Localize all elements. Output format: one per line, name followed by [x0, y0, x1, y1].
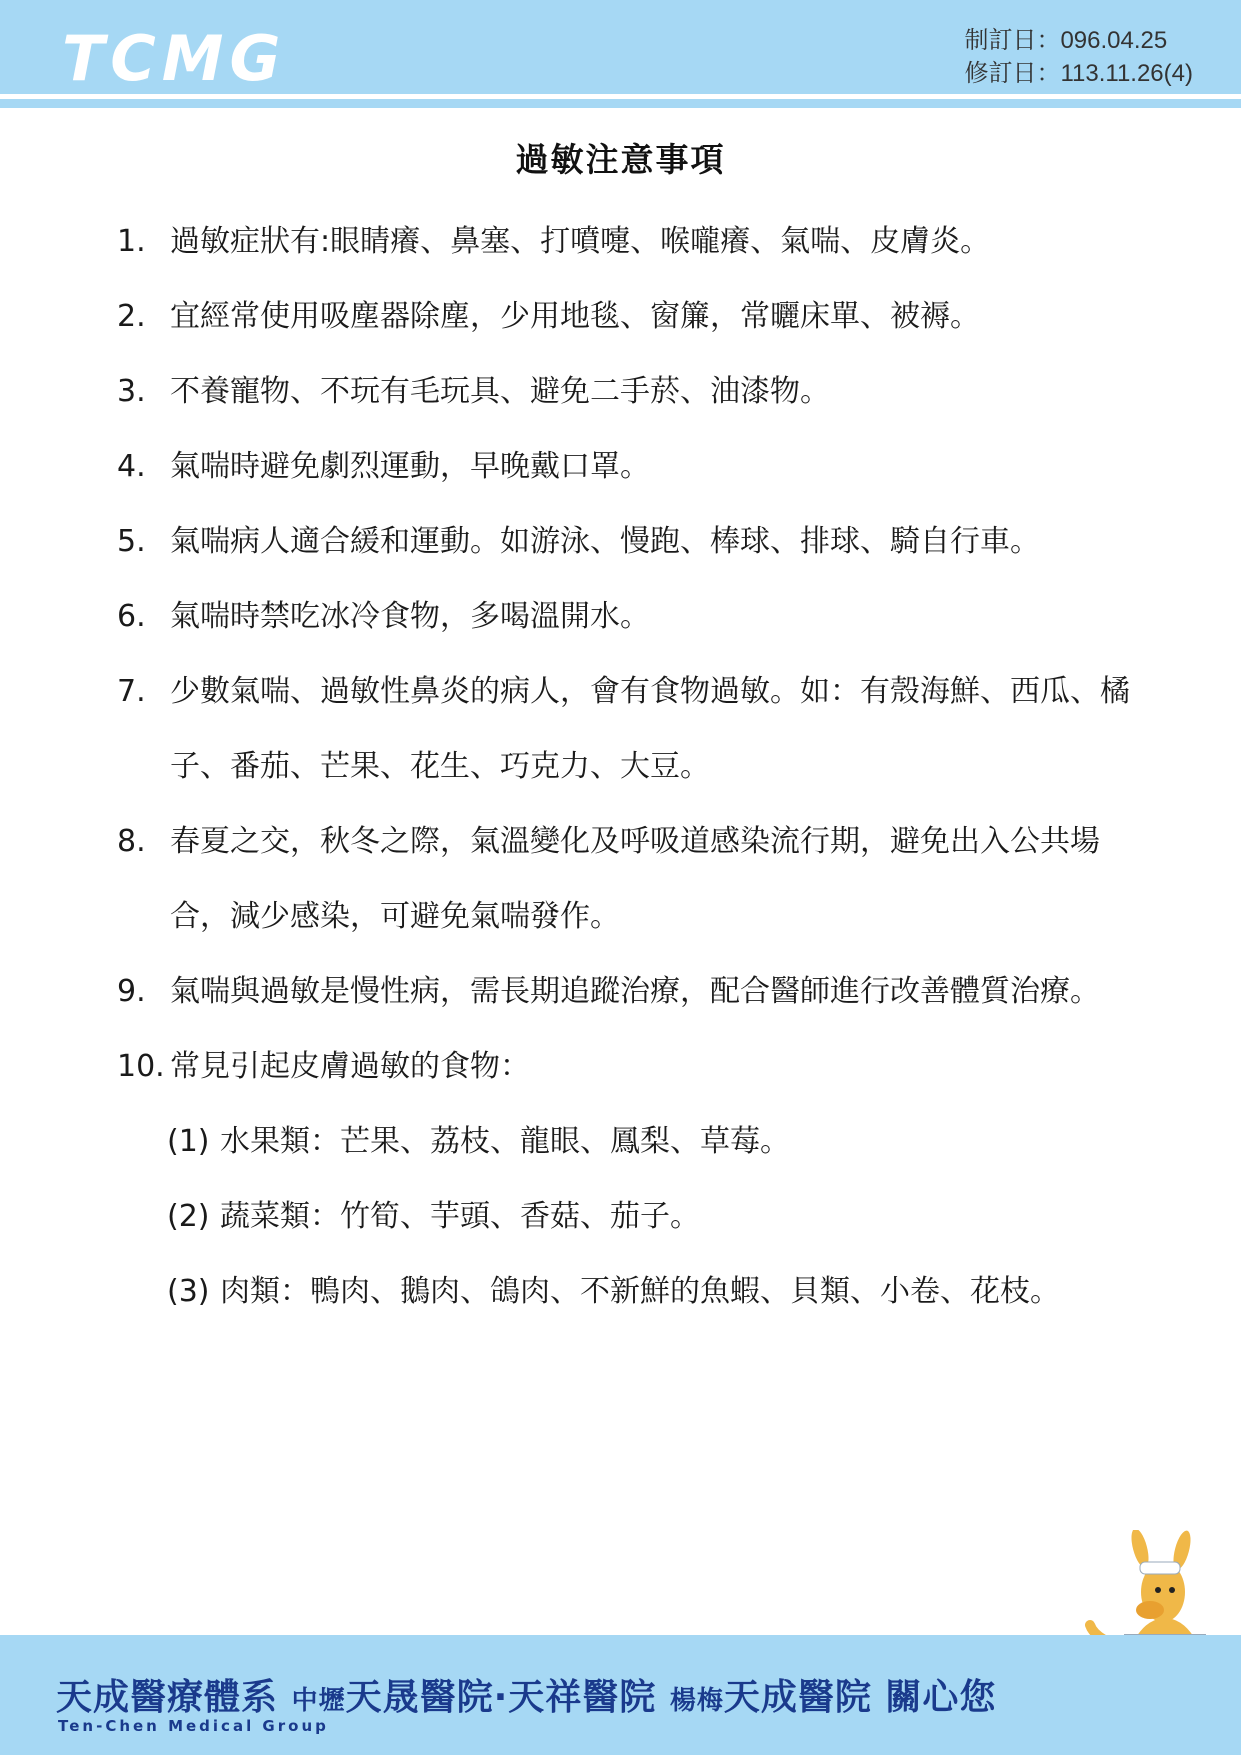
- document-dates: [964, 24, 1193, 90]
- location-label: 楊梅: [669, 1686, 724, 1716]
- list-item: [117, 204, 1137, 279]
- hospital-name: 天成醫院: [723, 1677, 872, 1718]
- footer-hospital-line: [56, 1669, 996, 1720]
- item-number: 9.: [117, 974, 146, 1009]
- item-text: 氣喘病人適合緩和運動。如游泳、慢跑、棒球、排球、騎自行車。: [170, 524, 1040, 559]
- item-number: 2.: [117, 299, 146, 334]
- hospital-names: 天晟醫院·天祥醫院: [345, 1677, 657, 1718]
- item-number: 3.: [117, 374, 146, 409]
- list-item: [117, 804, 1137, 954]
- tcmg-logo: TCMG: [62, 22, 287, 95]
- footer-band: [0, 1635, 1241, 1755]
- item-number: 8.: [117, 824, 146, 859]
- sub-item-number: (1): [167, 1124, 210, 1159]
- item-number: 6.: [117, 599, 146, 634]
- item-text: 宜經常使用吸塵器除塵，少用地毯、窗簾，常曬床單、被褥。: [170, 299, 980, 334]
- item-text: 不養寵物、不玩有毛玩具、避免二手菸、油漆物。: [170, 374, 830, 409]
- item-text: 少數氣喘、過敏性鼻炎的病人，會有食物過敏。如：有殼海鮮、西瓜、橘子、番茄、芒果、花生、巧克力、大豆。: [170, 674, 1130, 784]
- list-item: [117, 654, 1137, 804]
- item-number: 7.: [117, 674, 146, 709]
- list-item: [117, 954, 1137, 1029]
- location-label: 中壢: [291, 1686, 346, 1716]
- list-item: [117, 354, 1137, 429]
- item-text: 氣喘時禁吃冰冷食物，多喝溫開水。: [170, 599, 650, 634]
- precautions-list: [117, 204, 1137, 1329]
- list-item: [117, 1029, 1137, 1104]
- list-item: [117, 579, 1137, 654]
- revised-date: 修訂日：113.11.26(4): [964, 60, 1193, 87]
- list-item: [117, 279, 1137, 354]
- item-number: 1.: [117, 224, 146, 259]
- item-text: 春夏之交，秋冬之際，氣溫變化及呼吸道感染流行期，避免出入公共場合，減少感染，可避免氣喘發作。: [170, 824, 1100, 934]
- item-text: 氣喘時避免劇烈運動，早晚戴口罩。: [170, 449, 650, 484]
- group-english-name: Ten-Chen Medical Group: [58, 1717, 329, 1735]
- sub-item-text: 蔬菜類：竹筍、芋頭、香菇、茄子。: [220, 1199, 700, 1234]
- item-number: 10.: [117, 1049, 165, 1084]
- sub-item-number: (3): [167, 1274, 210, 1309]
- sub-item-text: 水果類：芒果、荔枝、龍眼、鳳梨、草莓。: [220, 1124, 790, 1159]
- created-date: 制訂日：096.04.25: [964, 27, 1168, 54]
- sub-list-item: [117, 1179, 1137, 1254]
- header-band: [0, 0, 1241, 94]
- sub-list-item: [117, 1104, 1137, 1179]
- page-title: 過敏注意事項: [515, 140, 726, 179]
- item-text: 過敏症狀有:眼睛癢、鼻塞、打噴嚏、喉嚨癢、氣喘、皮膚炎。: [170, 224, 991, 259]
- slogan: 關心您: [885, 1677, 997, 1718]
- sub-item-number: (2): [167, 1199, 210, 1234]
- item-text: 常見引起皮膚過敏的食物：: [170, 1049, 530, 1084]
- header-divider: [0, 99, 1241, 108]
- item-number: 5.: [117, 524, 146, 559]
- list-item: [117, 429, 1137, 504]
- item-text: 氣喘與過敏是慢性病，需長期追蹤治療，配合醫師進行改善體質治療。: [170, 974, 1100, 1009]
- sub-list-item: [117, 1254, 1137, 1329]
- item-number: 4.: [117, 449, 146, 484]
- group-name: 天成醫療體系: [56, 1677, 279, 1718]
- sub-item-text: 肉類：鴨肉、鵝肉、鴿肉、不新鮮的魚蝦、貝類、小卷、花枝。: [220, 1274, 1060, 1309]
- list-item: [117, 504, 1137, 579]
